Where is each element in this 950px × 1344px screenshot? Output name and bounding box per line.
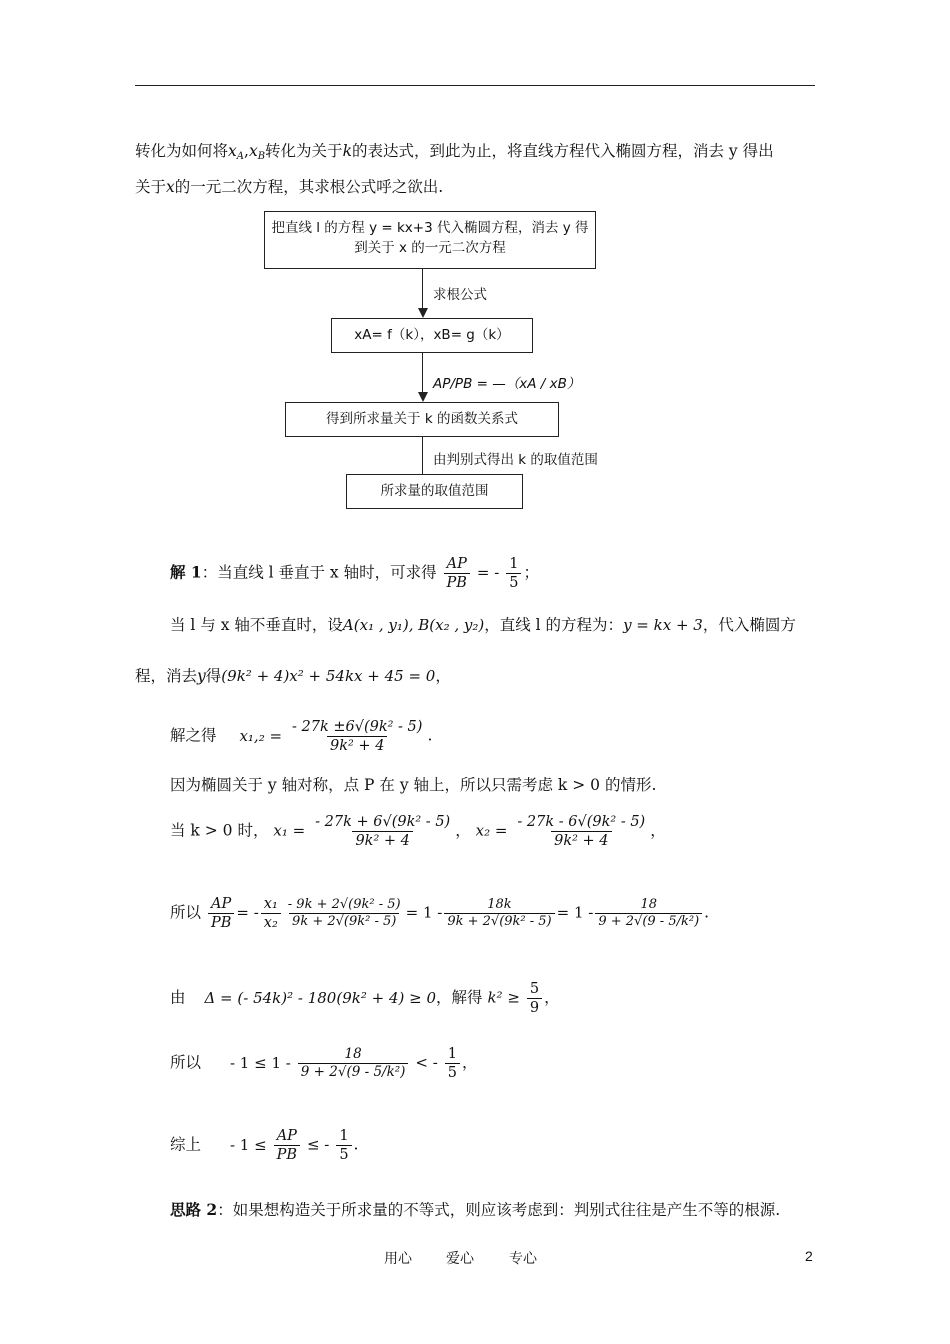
frac-num: - 27k ±6√(9k² - 5)	[291, 719, 423, 735]
fraction-ap-pb	[208, 895, 234, 932]
math-op: < -	[415, 1053, 438, 1072]
flow-arrow-2-label: AP/PB = —（xA / xB）	[433, 376, 581, 392]
solution-text: ，解得	[436, 988, 483, 1007]
frac-den: 9k + 2√(9k² - 5)	[444, 913, 554, 930]
frac-den: 9k² + 4	[551, 831, 611, 850]
solution-line-2	[170, 613, 796, 635]
intro-text: 的一元二次方程，其求根公式呼之欲出.	[174, 178, 444, 196]
frac-den: PB	[274, 1145, 300, 1164]
frac-den: 5	[445, 1063, 460, 1082]
intro-line-2	[135, 175, 443, 197]
flow-arrow-3	[422, 437, 423, 475]
frac-den: 9k² + 4	[352, 831, 412, 850]
frac-num: AP	[446, 556, 467, 572]
punct: ，	[455, 821, 471, 840]
frac-num: - 27k + 6√(9k² - 5)	[315, 814, 451, 830]
punct: ，	[435, 667, 451, 685]
math-op: - 1 ≤ 1 -	[229, 1053, 291, 1072]
punct: ，	[461, 1053, 478, 1072]
idea2-title: 思路 2	[170, 1200, 218, 1219]
frac-num: AP	[276, 1128, 297, 1144]
fraction-step-3	[444, 897, 554, 931]
flow-arrowhead-1	[418, 308, 428, 318]
quadratic-equation: (9k² + 4)x² + 54kx + 45 = 0	[221, 667, 436, 685]
frac-den: x₂	[261, 913, 281, 932]
solution-text: 程，消去	[135, 667, 198, 685]
intro-text: 转化为如何将	[135, 142, 229, 160]
var-y: y	[197, 667, 206, 685]
frac-num: 1	[509, 556, 519, 572]
line-equation: y = kx + 3	[623, 616, 703, 634]
frac-num: 1	[447, 1046, 457, 1062]
intro-text: 转化为关于	[265, 142, 343, 160]
intro-text: 的表达式，到此为止，将直线方程代入椭圆方程，消去 y 得出	[351, 142, 774, 160]
punct: ，	[650, 821, 666, 840]
flow-arrow-2	[422, 353, 423, 393]
footer-word-3: 专心	[509, 1251, 537, 1267]
footer-word-2: 爱心	[446, 1251, 474, 1267]
fraction-step-4	[595, 897, 702, 931]
var-k: k	[342, 142, 352, 160]
solution-text: ，代入椭圆方	[702, 616, 796, 634]
fraction-x1	[312, 813, 453, 850]
frac-den: 5	[506, 573, 521, 592]
solution-line-9	[170, 1045, 477, 1082]
frac-num: - 27k - 6√(9k² - 5)	[517, 814, 646, 830]
fraction-five-ninths	[527, 980, 542, 1017]
punct: .	[353, 1135, 359, 1154]
solution-text: ：当直线 l 垂直于 x 轴时，可求得	[201, 563, 437, 582]
math-op: = 1 -	[405, 903, 443, 922]
frac-den: 9k² + 4	[327, 736, 387, 755]
frac-den: 5	[336, 1145, 351, 1164]
solution-text: 所以	[170, 903, 202, 922]
x1-lhs: x₁ =	[273, 821, 306, 840]
flow-arrowhead-2	[418, 392, 428, 402]
solution-text: ，直线 l 的方程为：	[484, 616, 624, 634]
header-rule	[135, 85, 815, 86]
solution-text: 得	[205, 667, 222, 685]
solution-text: 当 l 与 x 轴不垂直时，设	[170, 616, 343, 634]
k-squared: k² ≥	[487, 988, 520, 1007]
footer-word-1: 用心	[384, 1251, 412, 1267]
punct: .	[427, 726, 433, 745]
intro-text: 关于	[135, 178, 167, 196]
frac-num: 5	[529, 981, 540, 997]
punct: ；	[523, 563, 539, 582]
math-op: = -	[476, 563, 500, 582]
math-op: = 1 -	[556, 903, 594, 922]
fraction-ap-pb	[444, 555, 470, 592]
discriminant: Δ = (- 54k)² - 180(9k² + 4) ≥ 0	[204, 988, 437, 1007]
fraction-roots	[289, 718, 425, 755]
solution-text: 解之得	[170, 726, 217, 745]
solution-line-7	[170, 895, 709, 932]
solution-line-1	[170, 555, 539, 592]
frac-den: PB	[444, 573, 470, 592]
frac-num: 18	[640, 896, 658, 912]
x2-lhs: x₂ =	[475, 821, 508, 840]
frac-den: 9 + 2√(9 - 5/k²)	[595, 913, 702, 930]
frac-num: AP	[211, 896, 232, 912]
var-xB-sub: B	[257, 151, 266, 162]
idea2-line	[170, 1198, 780, 1220]
frac-num: - 9k + 2√(9k² - 5)	[287, 896, 401, 912]
math-op: - 1 ≤	[229, 1135, 267, 1154]
fraction-step-2	[285, 897, 404, 931]
fraction-x2	[514, 813, 648, 850]
frac-den: 9	[527, 998, 542, 1017]
fraction-one-fifth	[445, 1045, 460, 1082]
var-x: x	[166, 178, 175, 196]
page-number: 2	[805, 1248, 813, 1264]
fraction-x1-x2	[261, 895, 281, 932]
frac-den: 9k + 2√(9k² - 5)	[289, 913, 399, 930]
flow-box-roots-text: xA= f（k），xB= g（k）	[354, 327, 510, 343]
flow-box-roots	[331, 318, 533, 353]
frac-num: x₁	[263, 896, 278, 912]
solution-title: 解 1	[170, 562, 202, 582]
fraction-one-fifth	[506, 555, 521, 592]
flow-arrow-1-label: 求根公式	[433, 287, 487, 303]
idea2-text: ：如果想构造关于所求量的不等式，则应该考虑到：判别式往往是产生不等的根源.	[217, 1201, 781, 1219]
solution-text: 当 k > 0 时，	[170, 821, 269, 840]
flow-box-substitute-line1: 把直线 l 的方程 y = kx+3 代入椭圆方程，消去 y 得	[271, 220, 589, 236]
solution-text: 所以	[170, 1053, 202, 1072]
punct: ，	[544, 988, 560, 1007]
solution-line-10	[170, 1127, 358, 1164]
flow-box-function	[285, 402, 559, 437]
var-xB: x	[248, 142, 258, 160]
flow-arrow-3-label: 由判别式得出 k 的取值范围	[433, 452, 598, 468]
fraction-ap-pb	[274, 1127, 300, 1164]
flow-box-substitute-line2: 到关于 x 的一元二次方程	[354, 240, 506, 256]
frac-num: 1	[339, 1128, 349, 1144]
fraction-range	[298, 1046, 409, 1081]
flow-box-substitute	[264, 211, 596, 269]
punct: .	[704, 903, 710, 922]
fraction-one-fifth	[336, 1127, 351, 1164]
var-xA: x	[228, 142, 237, 160]
math-op: ≤ -	[306, 1135, 330, 1154]
points-ab: A(x₁ , y₁), B(x₂ , y₂)	[342, 616, 485, 634]
intro-comma: ,	[244, 142, 249, 160]
flow-box-range-text: 所求量的取值范围	[380, 483, 489, 499]
var-xA-sub: A	[236, 151, 244, 162]
math-op: = -	[236, 903, 259, 922]
frac-den: 9 + 2√(9 - 5/k²)	[298, 1063, 409, 1081]
solution-text: 由	[170, 988, 186, 1007]
solution-line-5: 因为椭圆关于 y 轴对称，点 P 在 y 轴上，所以只需考虑 k > 0 的情形.	[170, 776, 657, 794]
intro-line-1	[135, 139, 774, 162]
flow-arrow-1	[422, 269, 423, 309]
solution-line-3	[135, 664, 451, 686]
solution-line-6	[170, 813, 666, 850]
frac-num: 18k	[487, 896, 512, 912]
roots-lhs: x₁,₂ =	[239, 726, 283, 745]
solution-line-4	[170, 718, 432, 755]
frac-num: 18	[344, 1046, 362, 1063]
frac-den: PB	[208, 913, 234, 932]
solution-text: 综上	[170, 1135, 202, 1154]
flow-box-function-text: 得到所求量关于 k 的函数关系式	[326, 411, 518, 427]
flow-box-range	[346, 474, 523, 509]
solution-line-8	[170, 980, 560, 1017]
